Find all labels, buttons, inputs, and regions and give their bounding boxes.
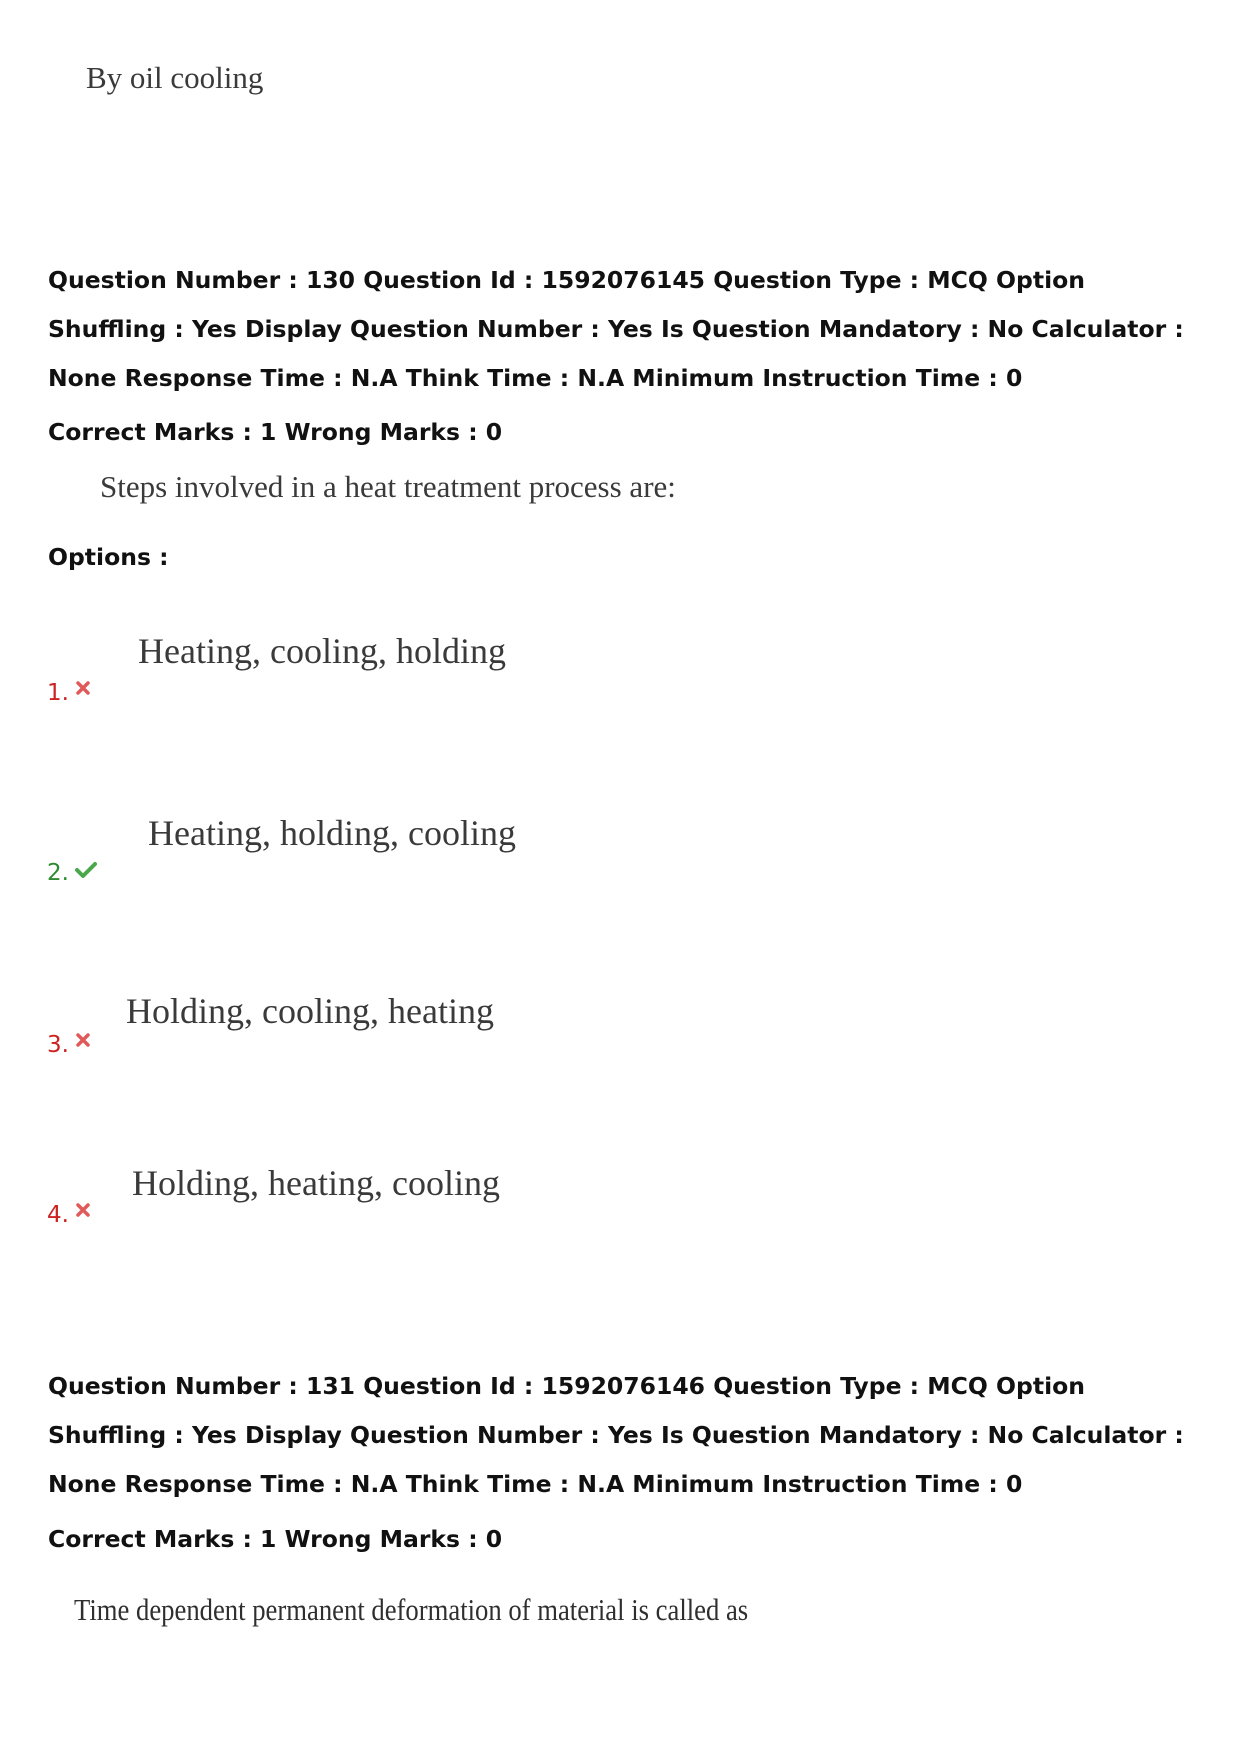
option-4-text: Holding, heating, cooling [132,1163,500,1203]
question-130-text: Steps involved in a heat treatment process are: [100,469,676,504]
question-131-text: Time dependent permanent deformation of material is called as [74,1592,749,1627]
option-4-number-label: 4. [47,1202,69,1228]
option-1-number [47,680,91,706]
option-2-text: Heating, holding, cooling [148,813,516,853]
option-3-text: Holding, cooling, heating [126,991,494,1031]
question-130-options-label: Options : [48,543,169,571]
option-1-text: Heating, cooling, holding [138,631,506,671]
option-2-number-label: 2. [47,860,69,886]
option-2-number [47,860,97,886]
option-1-number-label: 1. [47,680,69,706]
option-3-number [47,1032,91,1058]
question-130-meta: Question Number : 130 Question Id : 1592076145 Question Type : MCQ Option Shuffling : Yes Display Question Number : Yes Is Question Mandatory : No Calculator : None Response Time : N.A Think Time : N.A Minimum Instruction Time : 0 [48,266,1184,392]
check-icon [75,861,97,879]
question-131-marks: Correct Marks : 1 Wrong Marks : 0 [48,1525,503,1553]
cross-icon [75,680,91,696]
question-131-meta: Question Number : 131 Question Id : 1592076146 Question Type : MCQ Option Shuffling : Yes Display Question Number : Yes Is Question Mandatory : No Calculator : None Response Time : N.A Think Time : N.A Minimum Instruction Time : 0 [48,1372,1184,1498]
question-130-marks: Correct Marks : 1 Wrong Marks : 0 [48,418,503,446]
option-3-number-label: 3. [47,1032,69,1058]
cross-icon [75,1202,91,1218]
cross-icon [75,1032,91,1048]
option-4-number [47,1202,91,1228]
previous-answer-text: By oil cooling [86,60,264,95]
